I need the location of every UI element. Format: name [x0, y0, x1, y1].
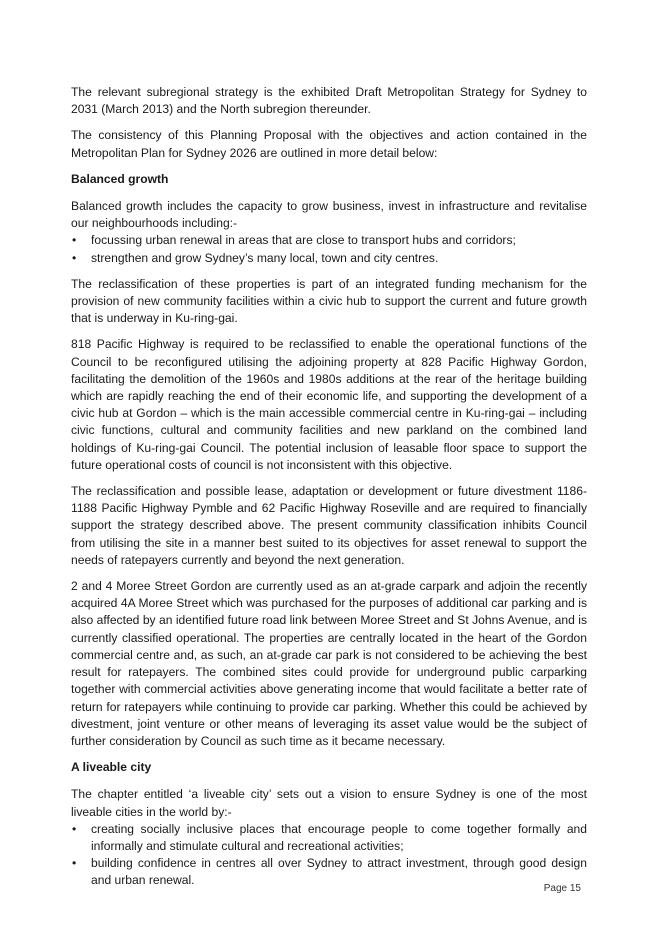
paragraph-lease-divestment: The reclassification and possible lease, adaptation or development or future divestment 1186-1188 Pacific Highway Pymble and 62 Pacific Highway Roseville and are required to financially support the strategy described above. The present community classification inhibits Council from utilising the site in a manner best suited to its objectives for asset renewal to support the needs of ratepayers currently and beyond the next generation.: [71, 484, 587, 567]
heading-balanced-growth: Balanced growth: [71, 171, 169, 186]
list-item: • focussing urban renewal in areas that are close to transport hubs and corridors;: [71, 232, 587, 249]
paragraph-consistency: The consistency of this Planning Proposal with the objectives and action contained in the Metropolitan Plan for Sydney 2026 are outlined in more detail below:: [71, 128, 587, 160]
balanced-growth-list: [71, 232, 587, 266]
bullet-icon: •: [72, 250, 77, 265]
list-item: • building confidence in centres all over Sydney to attract investment, through good design and urban renewal.: [72, 856, 587, 888]
paragraph-818-pacific-highway: 818 Pacific Highway is required to be reclassified to enable the operational functions of the Council to be reconfigured utilising the adjoining property at 828 Pacific Highway Gordon, facilitating the demolition of the 1960s and 1980s additions at the rear of the heritage building which are rapidly reaching the end of their economic life, and supporting the development of a civic hub at Gordon – which is the main accessible commercial centre in Ku-ring-gai – including civic functions, cultural and community facilities and new parkland on the combined land holdings of Ku-ring-gai Council. The potential inclusion of leasable floor space to support the future operational costs of council is not inconsistent with this objective.: [71, 337, 587, 472]
paragraph-reclassification: The reclassification of these properties is part of an integrated funding mechanism for the provision of new community facilities within a civic hub to support the current and future growth that is underway in Ku-ring-gai.: [71, 276, 587, 326]
list-item: • creating socially inclusive places that encourage people to come together formally and informally and stimulate cultural and recreational activities;: [72, 821, 587, 853]
heading-liveable-city: A liveable city: [71, 760, 152, 775]
document-body: [71, 84, 587, 890]
paragraph-moree-street: 2 and 4 Moree Street Gordon are currently used as an at-grade carpark and adjoin the recently acquired 4A Moree Street which was purchased for the purposes of additional car parking and is also affected by an identified future road link between Moree Street and St Johns Avenue, and is currently classified operational. The properties are centrally located in the heart of the Gordon commercial centre and, as such, an at-grade car park is not considered to be achieving the best result for ratepayers. The combined sites could provide for underground public carparking together with commercial activities above generating income that would facilitate a better rate of return for ratepayers while continuing to provide car parking. Whether this could be achieved by divestment, joint venture or other means of leveraging its asset value would be the subject of further consideration by Council as such time as it became necessary.: [71, 579, 587, 748]
paragraph-liveable-intro: The chapter entitled ‘a liveable city’ sets out a vision to ensure Sydney is one of the most liveable cities in the world by:-: [71, 787, 587, 819]
page-number: Page 15: [543, 883, 581, 894]
paragraph-subregional-strategy: The relevant subregional strategy is the exhibited Draft Metropolitan Strategy for Sydney to 2031 (March 2013) and the North subregion thereunder.: [71, 85, 587, 117]
liveable-city-list: [71, 821, 587, 890]
list-item: • strengthen and grow Sydney’s many local, town and city centres.: [71, 250, 587, 267]
bullet-icon: •: [72, 233, 77, 248]
paragraph-balanced-intro: Balanced growth includes the capacity to grow business, invest in infrastructure and revitalise our neighbourhoods including:-: [71, 199, 587, 231]
bullet-icon: •: [72, 856, 77, 871]
bullet-icon: •: [72, 821, 77, 836]
